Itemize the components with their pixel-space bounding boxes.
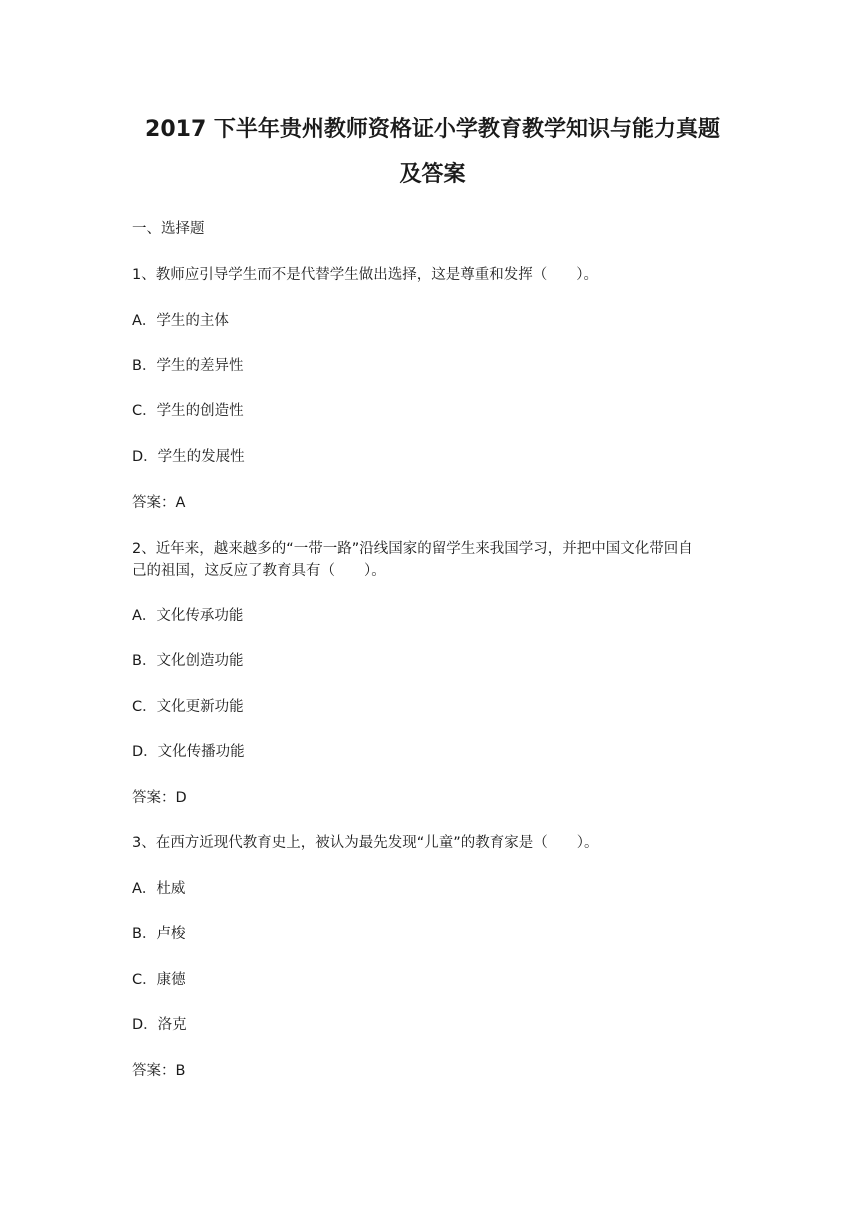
question-2-option-a: A．文化传承功能	[132, 608, 244, 624]
question-3-option-b: B．卢梭	[132, 926, 186, 942]
section-heading: 一、选择题	[132, 221, 205, 237]
question-3-stem: 3、在西方近现代教育史上，被认为最先发现“儿童”的教育家是（ ）。	[132, 835, 599, 851]
question-3-option-d: D．洛克	[132, 1017, 187, 1033]
question-1-stem: 1、教师应引导学生而不是代替学生做出选择，这是尊重和发挥（ ）。	[132, 267, 598, 283]
question-2-option-b: B．文化创造功能	[132, 653, 244, 669]
question-2-option-d: D．文化传播功能	[132, 744, 245, 760]
question-3-answer: 答案：B	[132, 1063, 186, 1079]
document-title-line-2: 及答案	[399, 162, 466, 187]
question-1-answer: 答案：A	[132, 495, 186, 511]
question-2-stem-line-2: 己的祖国，这反应了教育具有（ ）。	[132, 563, 386, 579]
question-2-option-c: C．文化更新功能	[132, 699, 244, 715]
question-3-option-c: C．康德	[132, 972, 186, 988]
document-title-line-1: 2017 下半年贵州教师资格证小学教育教学知识与能力真题	[145, 117, 720, 142]
question-1-option-d: D．学生的发展性	[132, 449, 245, 465]
question-3-option-a: A．杜威	[132, 881, 186, 897]
question-1-option-c: C．学生的创造性	[132, 403, 244, 419]
question-1-option-b: B．学生的差异性	[132, 358, 244, 374]
question-2-answer: 答案：D	[132, 790, 187, 806]
question-1-option-a: A．学生的主体	[132, 313, 229, 329]
question-2-stem-line-1: 2、近年来，越来越多的“一带一路”沿线国家的留学生来我国学习，并把中国文化带回自	[132, 541, 693, 557]
